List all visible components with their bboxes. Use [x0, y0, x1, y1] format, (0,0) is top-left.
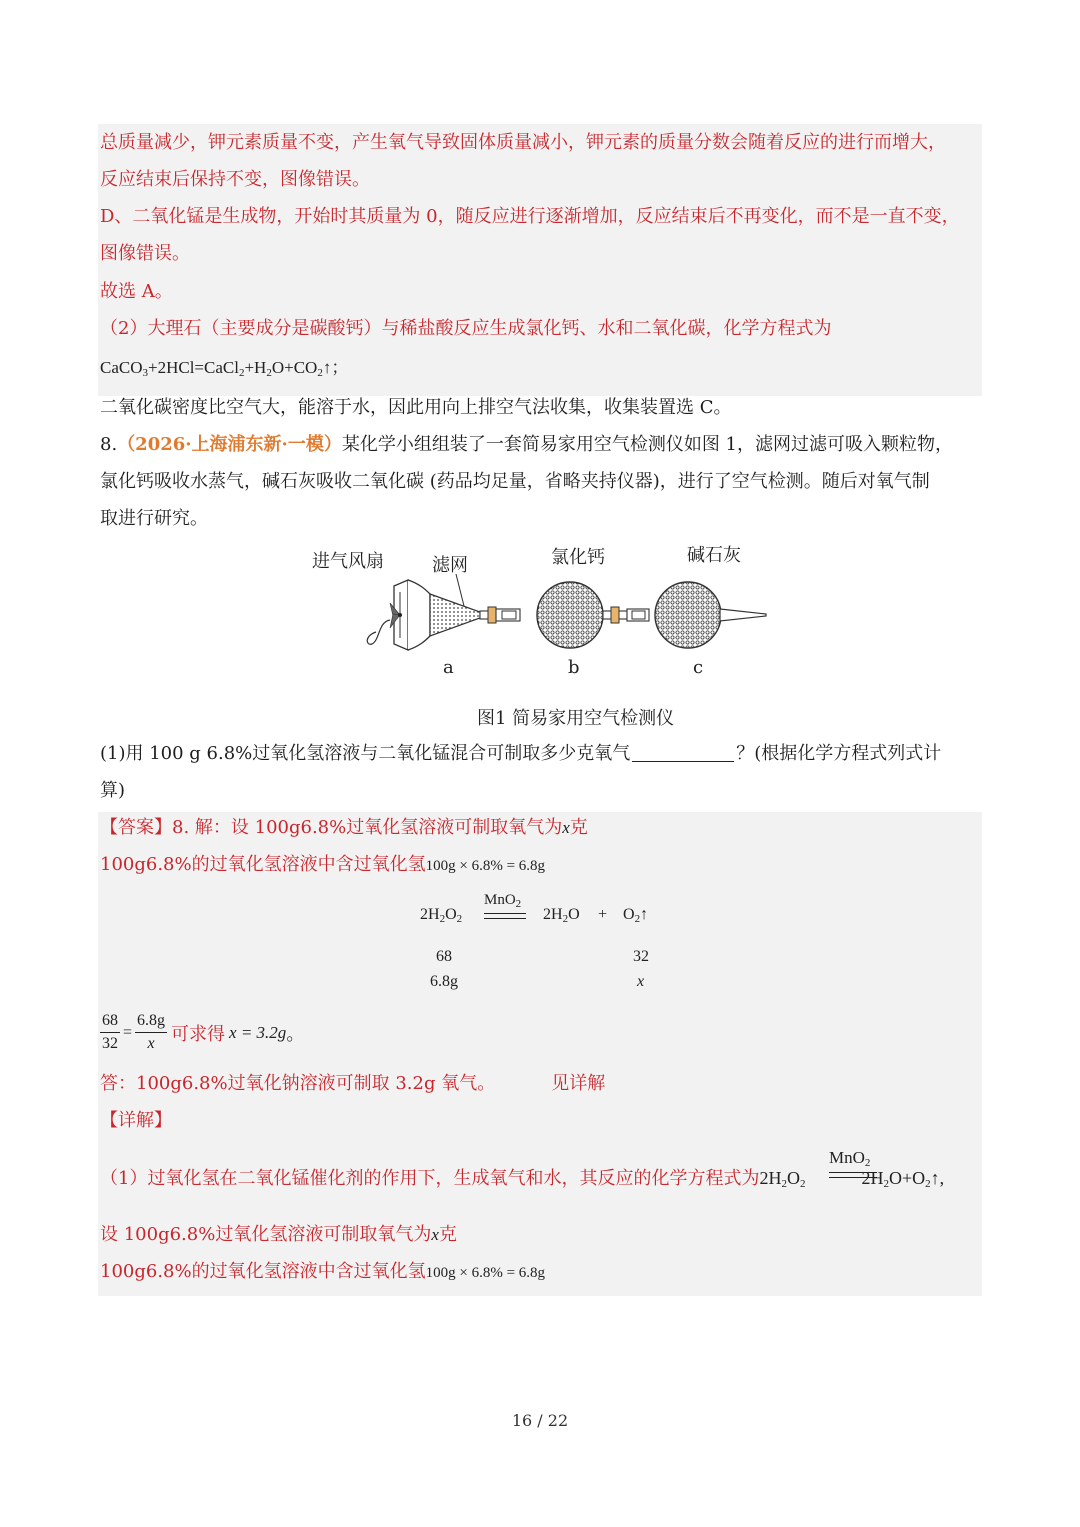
question-source: （2026·上海浦东新·一模）	[117, 434, 342, 455]
text-line: 算)	[100, 780, 126, 801]
reaction-oxygen: $O_2↑$	[623, 906, 649, 925]
text-line: 故选 A。	[100, 281, 173, 302]
figure-label-c: c	[693, 657, 704, 678]
text-line: 反应结束后保持不变，图像错误。	[100, 169, 370, 190]
apparatus-diagram	[360, 570, 780, 660]
molar-mass-left: 68	[436, 948, 452, 965]
mass-right: x	[637, 973, 645, 990]
answer-conclusion: 答：100g6.8%过氧化钠溶液可制取 3.2g 氧气。 见详解	[100, 1073, 606, 1094]
detail-line: 100g6.8%的过氧化氢溶液中含过氧化氢100g × 6.8% = 6.8g	[100, 1261, 546, 1282]
answer-line: 100g6.8%的过氧化氢溶液中含过氧化氢100g × 6.8% = 6.8g	[100, 854, 546, 875]
text-line: 二氧化碳密度比空气大，能溶于水，因此用向上排空气法收集，收集装置选 C。	[100, 397, 732, 418]
text-line: D、二氧化锰是生成物，开始时其质量为 0，随反应进行逐渐增加，反应结束后不再变化，而不是一直不变，	[100, 206, 960, 227]
figure-label-filter: 滤网	[432, 555, 468, 576]
text-line: 氯化钙吸收水蒸气，碱石灰吸收二氧化碳 (药品均足量，省略夹持仪器)，进行了空气检测。随后对氧气制	[100, 471, 930, 492]
text-line: （2）大理石（主要成分是碳酸钙）与稀盐酸反应生成氯化钙、水和二氧化碳，化学方程式为	[100, 318, 832, 339]
detail-tag: 【详解】	[100, 1110, 172, 1131]
molar-mass-right: 32	[633, 948, 649, 965]
reaction-equals	[484, 913, 526, 919]
figure-label-b: b	[568, 657, 580, 678]
figure-label-cacl2: 氯化钙	[551, 547, 605, 568]
reaction-product: $2H_2O$	[543, 906, 580, 925]
text-line: 取进行研究。	[100, 508, 208, 529]
reaction-catalyst: MnO$_2$	[484, 892, 522, 910]
ratio-equation: $\frac{68}{32}$ = $\frac{6.8g}{x}$ 可求得 x = 3.2g 。	[102, 1012, 305, 1052]
figure-caption: 图1 简易家用空气检测仪	[477, 708, 675, 729]
figure-label-soda-lime: 碱石灰	[687, 545, 741, 566]
mass-left: 6.8g	[430, 973, 458, 990]
page-number: 16 / 22	[511, 1411, 569, 1430]
detail-line: （1）过氧化氢在二氧化锰催化剂的作用下，生成氧气和水，其反应的化学方程式为$2H_2O_2$ $2H_2O+O_2↑$,	[100, 1168, 945, 1190]
figure-label-fan: 进气风扇	[312, 551, 384, 572]
detail-line: 设 100g6.8%过氧化氢溶液可制取氧气为x克	[100, 1224, 457, 1245]
figure-label-a: a	[443, 657, 454, 678]
reaction-plus: +	[598, 906, 608, 923]
answer-line: 【答案】8. 解：设 100g6.8%过氧化氢溶液可制取氧气为x克	[100, 817, 588, 838]
question-header: 8.（2026·上海浦东新·一模）某化学小组组装了一套简易家用空气检测仪如图 1，滤网过滤可吸入颗粒物，	[100, 434, 953, 455]
text-line: 总质量减少，钾元素质量不变，产生氧气导致固体质量减小，钾元素的质量分数会随着反应的进行而增大，	[100, 132, 946, 153]
text-line: 图像错误。	[100, 243, 190, 264]
detail-catalyst: MnO$_2$	[829, 1148, 871, 1169]
detail-equals	[829, 1172, 877, 1178]
answer-blank	[632, 743, 734, 762]
text-line: (1)用 100 g 6.8%过氧化氢溶液与二氧化锰混合可制取多少克氧气 ？(根据化学方程式列式计	[100, 743, 942, 764]
chemical-equation: $CaCO_3+2HCl=CaCl_2+H_2O+CO_2↑$；	[100, 358, 349, 379]
reaction-equation: $2H_2O_2$	[420, 906, 463, 925]
